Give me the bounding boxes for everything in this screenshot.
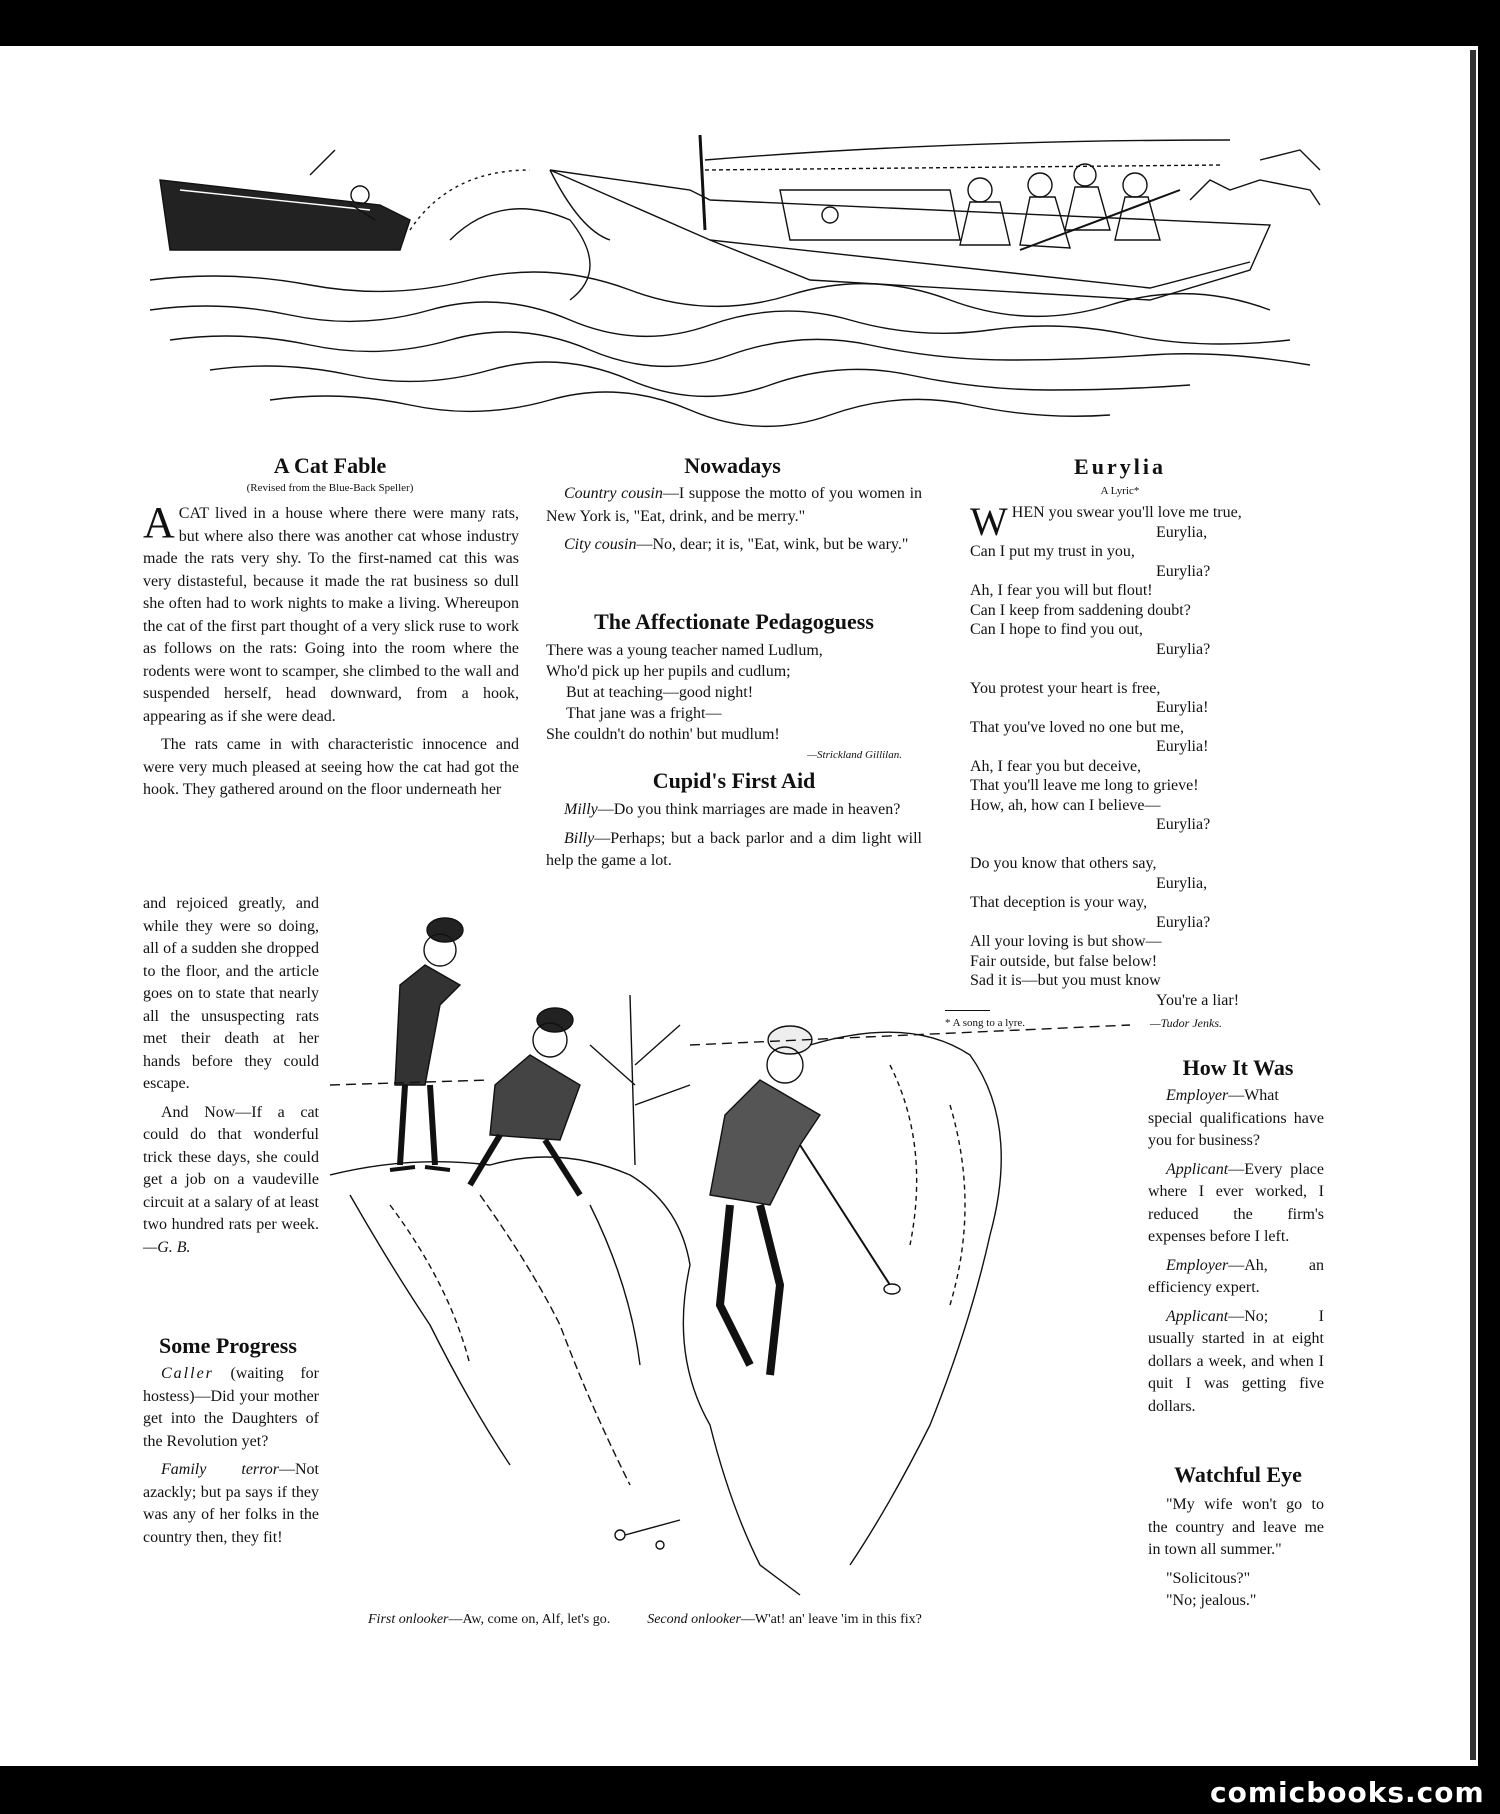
how-it-was-line-4: —No; I usually started in at eight dollars a week, and when I quit I was getting five dollars.: [1148, 1307, 1324, 1415]
eurylia-title: Eurylia: [1074, 454, 1166, 479]
poem-line: That jane was a fright—: [566, 705, 722, 722]
cat-fable-subtitle: (Revised from the Blue-Back Speller): [246, 482, 414, 494]
pedagoguess-title: The Affectionate Pedagoguess: [594, 609, 874, 634]
how-it-was-line-2: —Every place where I ever worked, I reduced the firm's expenses before I left.: [1148, 1160, 1324, 1245]
poem-line: She couldn't do nothin' but mudlum!: [546, 726, 780, 743]
nowadays-speaker-2: City cousin: [564, 536, 637, 553]
how-it-was-speaker-2: Applicant: [1166, 1160, 1229, 1178]
poem-line: Ah, I fear you but deceive,: [970, 757, 1142, 775]
how-it-was-line-1: —What special qualifications have you for business?: [1148, 1087, 1324, 1149]
cartoon-line-1: —Aw, come on, Alf, let's go.: [448, 1612, 611, 1627]
cat-fable-body: [143, 498, 519, 808]
watchful-eye-title: Watchful Eye: [1174, 1462, 1302, 1487]
poem-line: That deception is your way,: [970, 894, 1148, 911]
pedagoguess-poem: [546, 640, 922, 766]
poem-line: Eurylia,: [1156, 874, 1208, 892]
poem-line: Do you know that others say,: [970, 855, 1157, 872]
poem-line: Eurylia!: [1156, 738, 1209, 755]
some-progress-line-2: —Not azackly; but pa says if they was any of her folks in the country then, they fit!: [143, 1461, 319, 1546]
cupid-title: Cupid's First Aid: [652, 768, 816, 793]
watchful-eye-line-3: "No; jealous.": [1166, 1592, 1257, 1609]
nowadays-speaker-1: Country cousin: [564, 485, 663, 502]
poem-line: Eurylia?: [1156, 913, 1211, 931]
poem-line: All your loving is but show—: [970, 933, 1162, 950]
poem-line: Can I keep from saddening doubt?: [970, 601, 1191, 619]
some-progress-body: [143, 1363, 319, 1555]
poem-line: There was a young teacher named Ludlum,: [546, 642, 823, 659]
how-it-was-speaker-3: Employer: [1166, 1256, 1229, 1274]
eurylia-dropcap: W: [970, 499, 1008, 544]
cat-fable-title: A Cat Fable: [273, 453, 387, 478]
eurylia-subtitle: A Lyric*: [1100, 485, 1140, 497]
watchful-eye-body: [1148, 1494, 1324, 1619]
page-edge: [1470, 50, 1476, 1760]
cat-fable-paragraph-3: And Now—If a cat could do that wonderful trick these days, she could get a job on a vaudeville circuit at a salary of at least two hundred rats per week.: [143, 1103, 319, 1233]
watchful-eye-line-2: "Solicitous?": [1166, 1569, 1251, 1587]
how-it-was-line-3: —Ah, an efficiency expert.: [1148, 1256, 1324, 1296]
cupid-line-2: —Perhaps; but a back parlor and a dim light will help the game a lot.: [546, 829, 922, 869]
cupid-speaker-1: Milly: [564, 801, 598, 818]
poem-line: You protest your heart is free,: [970, 679, 1161, 697]
some-progress-line-1: (waiting for hostess)—Did your mother get into the Daughters of the Revolution yet?: [143, 1365, 319, 1450]
cat-fable-paragraph-2-cont: and rejoiced greatly, and while they were so doing, all of a sudden she dropped to the floor, and the article goes on to state that nearly all the unsuspecting rats met their death at her hands before they could escape.: [143, 895, 319, 1092]
cupid-line-1: —Do you think marriages are made in heaven?: [597, 801, 901, 818]
how-it-was-title: How It Was: [1182, 1055, 1294, 1080]
how-it-was-speaker-1: Employer: [1166, 1087, 1229, 1104]
cartoon-caption: [368, 1612, 922, 1628]
how-it-was-body: [1148, 1085, 1324, 1424]
site-watermark: comicbooks.com: [1210, 1776, 1485, 1809]
poem-line: Who'd pick up her pupils and cudlum;: [546, 663, 791, 680]
poem-line: Eurylia,: [1156, 523, 1208, 541]
golf-cartoon-illustration: [330, 905, 1130, 1605]
poem-line: That you've loved no one but me,: [970, 718, 1184, 736]
poem-line: But at teaching—good night!: [566, 684, 754, 701]
poem-line: Can I put my trust in you,: [970, 543, 1135, 560]
eurylia-footnote: * A song to a lyre.: [945, 1017, 1026, 1029]
poem-line: Can I hope to find you out,: [970, 621, 1143, 638]
cupid-body: [546, 799, 922, 879]
eurylia-signature: —Tudor Jenks.: [1150, 1016, 1222, 1030]
cat-fable-signature: —G. B.: [143, 1238, 191, 1256]
cartoon-speaker-1: First onlooker: [368, 1612, 449, 1627]
nowadays-body: [546, 483, 922, 563]
some-progress-speaker-1: Caller: [161, 1365, 214, 1382]
cupid-speaker-2: Billy: [564, 829, 595, 847]
poem-line: Fair outside, but false below!: [970, 952, 1158, 970]
sailboat-illustration: [150, 130, 1330, 440]
some-progress-title: Some Progress: [159, 1333, 297, 1358]
poem-line: Ah, I fear you will but flout!: [970, 582, 1153, 599]
cat-fable-body-narrow: [143, 893, 319, 1265]
pedagoguess-signature: —Strickland Gillilan.: [807, 749, 902, 761]
poem-line: That you'll leave me long to grieve!: [970, 777, 1199, 794]
poem-line: Eurylia?: [1156, 816, 1211, 833]
some-progress-speaker-2: Family terror: [161, 1461, 279, 1478]
cat-fable-paragraph-2: The rats came in with characteristic innocence and were very much pleased at seeing how the cat had got the hook. They gathered around on the floor underneath her: [143, 736, 519, 798]
nowadays-title: Nowadays: [684, 453, 781, 478]
cat-fable-paragraph-1: CAT lived in a house where there were many rats, but where also there was another cat whose industry made the rats very shy. To the first-named cat this was very distasteful, because it made the rat business so dull she often had to work nights to make a living. Whereupon the cat of the first part thought of a very slick ruse to work as follows on the rats: Going into the room where the rodents were wont to scamper, she climbed to the wall and suspended herself, head downward, from a hook, appearing as if she were dead.: [143, 505, 519, 725]
nowadays-line-2: —No, dear; it is, "Eat, wink, but be wary.": [636, 536, 909, 553]
poem-line: Sad it is—but you must know: [970, 972, 1161, 989]
poem-line: Eurylia!: [1156, 699, 1209, 716]
cartoon-speaker-2: Second onlooker: [647, 1612, 741, 1627]
poem-line: How, ah, how can I believe—: [970, 796, 1161, 814]
cartoon-line-2: —W'at! an' leave 'im in this fix?: [740, 1612, 922, 1627]
cat-fable-dropcap: A: [143, 498, 175, 547]
poem-line: Eurylia?: [1156, 562, 1211, 580]
watchful-eye-line-1: "My wife won't go to the country and leave me in town all summer.": [1148, 1496, 1324, 1558]
poem-line: Eurylia?: [1156, 640, 1211, 658]
eurylia-first-line: HEN you swear you'll love me true,: [1011, 504, 1242, 521]
poem-line: You're a liar!: [1156, 991, 1240, 1009]
nowadays-line-1: —I suppose the motto of you women in New York is, "Eat, drink, and be merry.": [546, 485, 923, 525]
how-it-was-speaker-4: Applicant: [1166, 1307, 1229, 1325]
